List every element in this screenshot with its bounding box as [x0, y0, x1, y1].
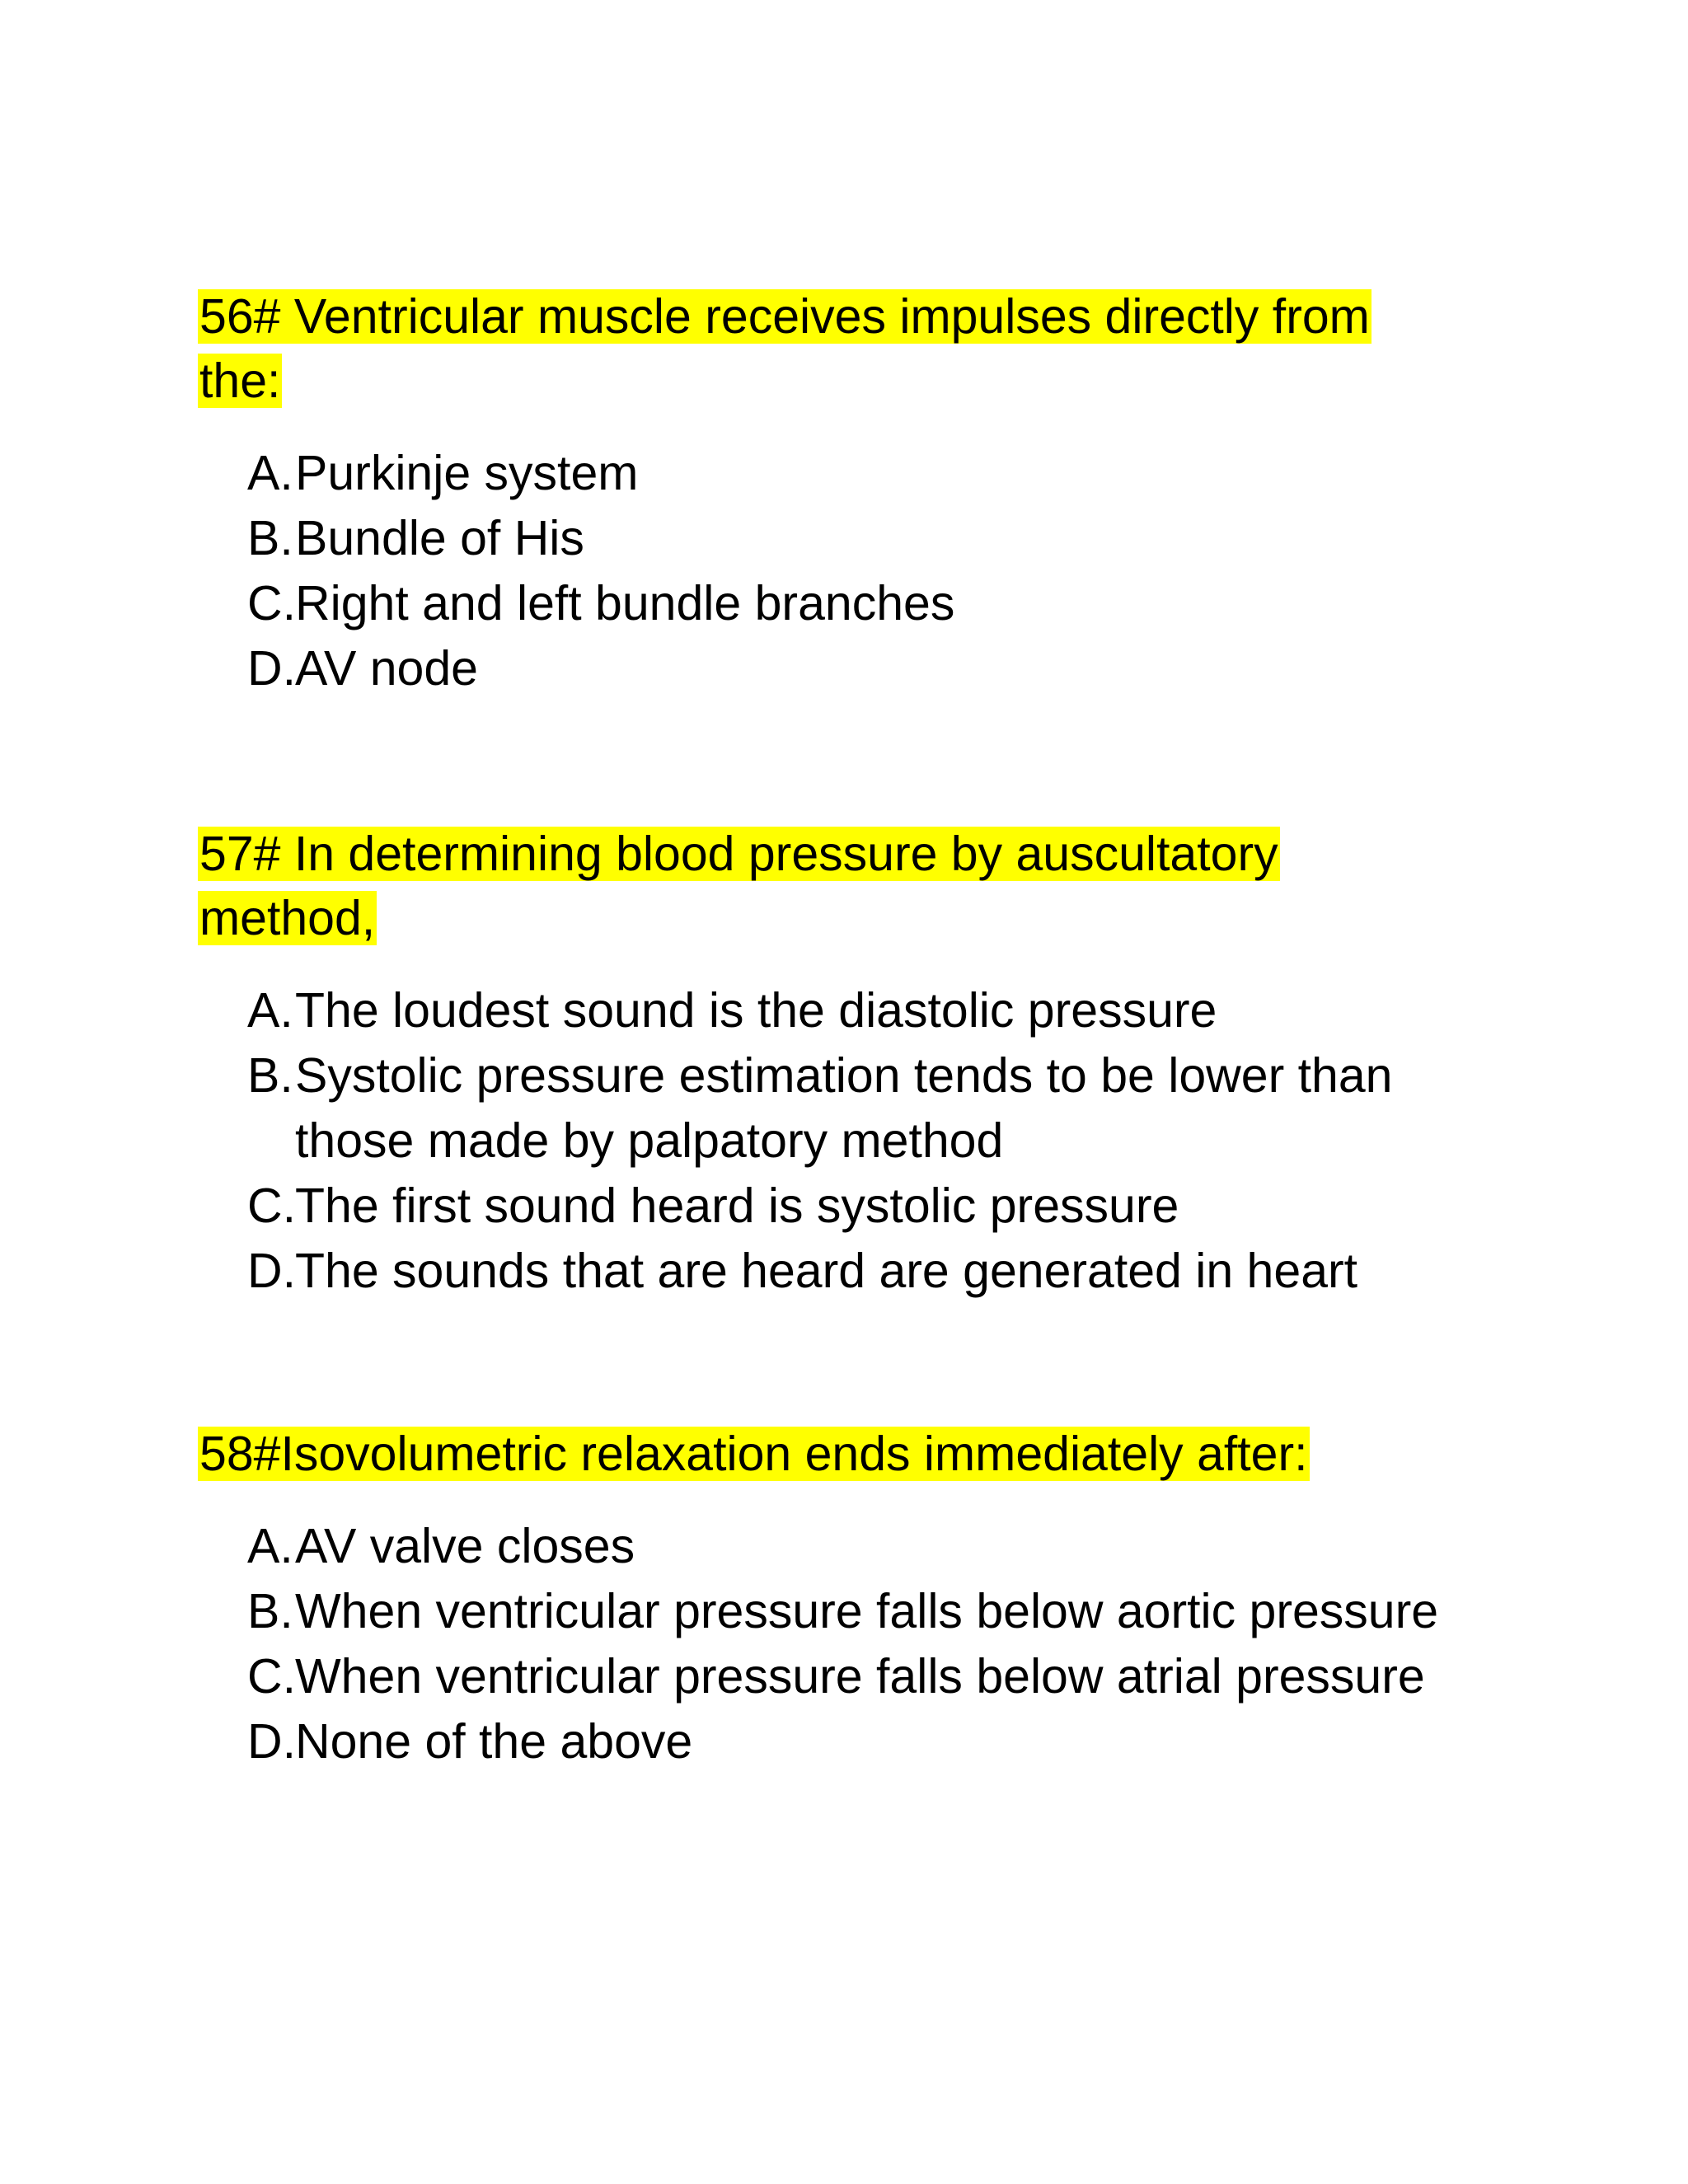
option-a	[198, 978, 1451, 1043]
option-letter: D.	[247, 1244, 296, 1298]
option-c	[198, 1174, 1451, 1239]
option-text: When ventricular pressure falls below atrial pressure	[295, 1649, 1425, 1704]
option-text: Purkinje system	[295, 446, 639, 500]
option-text: Systolic pressure estimation tends to be lower than those made by palpatory method	[295, 1048, 1393, 1168]
option-d	[198, 1709, 1451, 1774]
answer-options	[198, 978, 1451, 1304]
option-text: The sounds that are heard are generated in heart	[295, 1244, 1358, 1298]
option-c	[198, 1644, 1451, 1709]
question-58	[198, 1422, 1451, 1774]
option-letter: C.	[247, 1649, 296, 1704]
option-letter: A.	[247, 1519, 293, 1573]
highlighted-question-text: 58#Isovolumetric relaxation ends immediately after:	[199, 1427, 1308, 1481]
option-text: Right and left bundle branches	[295, 576, 955, 630]
option-text: None of the above	[295, 1714, 693, 1769]
question-56	[198, 284, 1451, 701]
option-b	[198, 506, 1451, 571]
option-letter: A.	[247, 983, 293, 1038]
option-text: AV node	[295, 641, 478, 696]
option-d	[198, 636, 1451, 701]
option-a	[198, 441, 1451, 506]
option-text: Bundle of His	[295, 511, 584, 565]
option-letter: C.	[247, 576, 296, 630]
option-letter: C.	[247, 1179, 296, 1233]
answer-options	[198, 1514, 1451, 1774]
question-title	[198, 822, 1451, 950]
answer-options	[198, 441, 1451, 701]
option-letter: B.	[247, 1584, 293, 1638]
option-text: When ventricular pressure falls below aortic pressure	[295, 1584, 1439, 1638]
option-letter: A.	[247, 446, 293, 500]
option-b	[198, 1043, 1451, 1174]
option-letter: D.	[247, 641, 296, 696]
option-text: The loudest sound is the diastolic pressure	[295, 983, 1217, 1038]
option-text: The first sound heard is systolic pressure	[295, 1179, 1179, 1233]
option-letter: B.	[247, 511, 293, 565]
highlighted-question-text: 57# In determining blood pressure by auscultatory method,	[199, 827, 1278, 945]
option-b	[198, 1579, 1451, 1644]
option-c	[198, 571, 1451, 636]
option-letter: B.	[247, 1048, 293, 1103]
option-d	[198, 1239, 1451, 1304]
question-57	[198, 822, 1451, 1304]
option-a	[198, 1514, 1451, 1579]
question-title	[198, 1422, 1451, 1486]
highlighted-question-text: 56# Ventricular muscle receives impulses directly from the:	[199, 289, 1370, 408]
option-text: AV valve closes	[295, 1519, 635, 1573]
question-title	[198, 284, 1451, 413]
option-letter: D.	[247, 1714, 296, 1769]
